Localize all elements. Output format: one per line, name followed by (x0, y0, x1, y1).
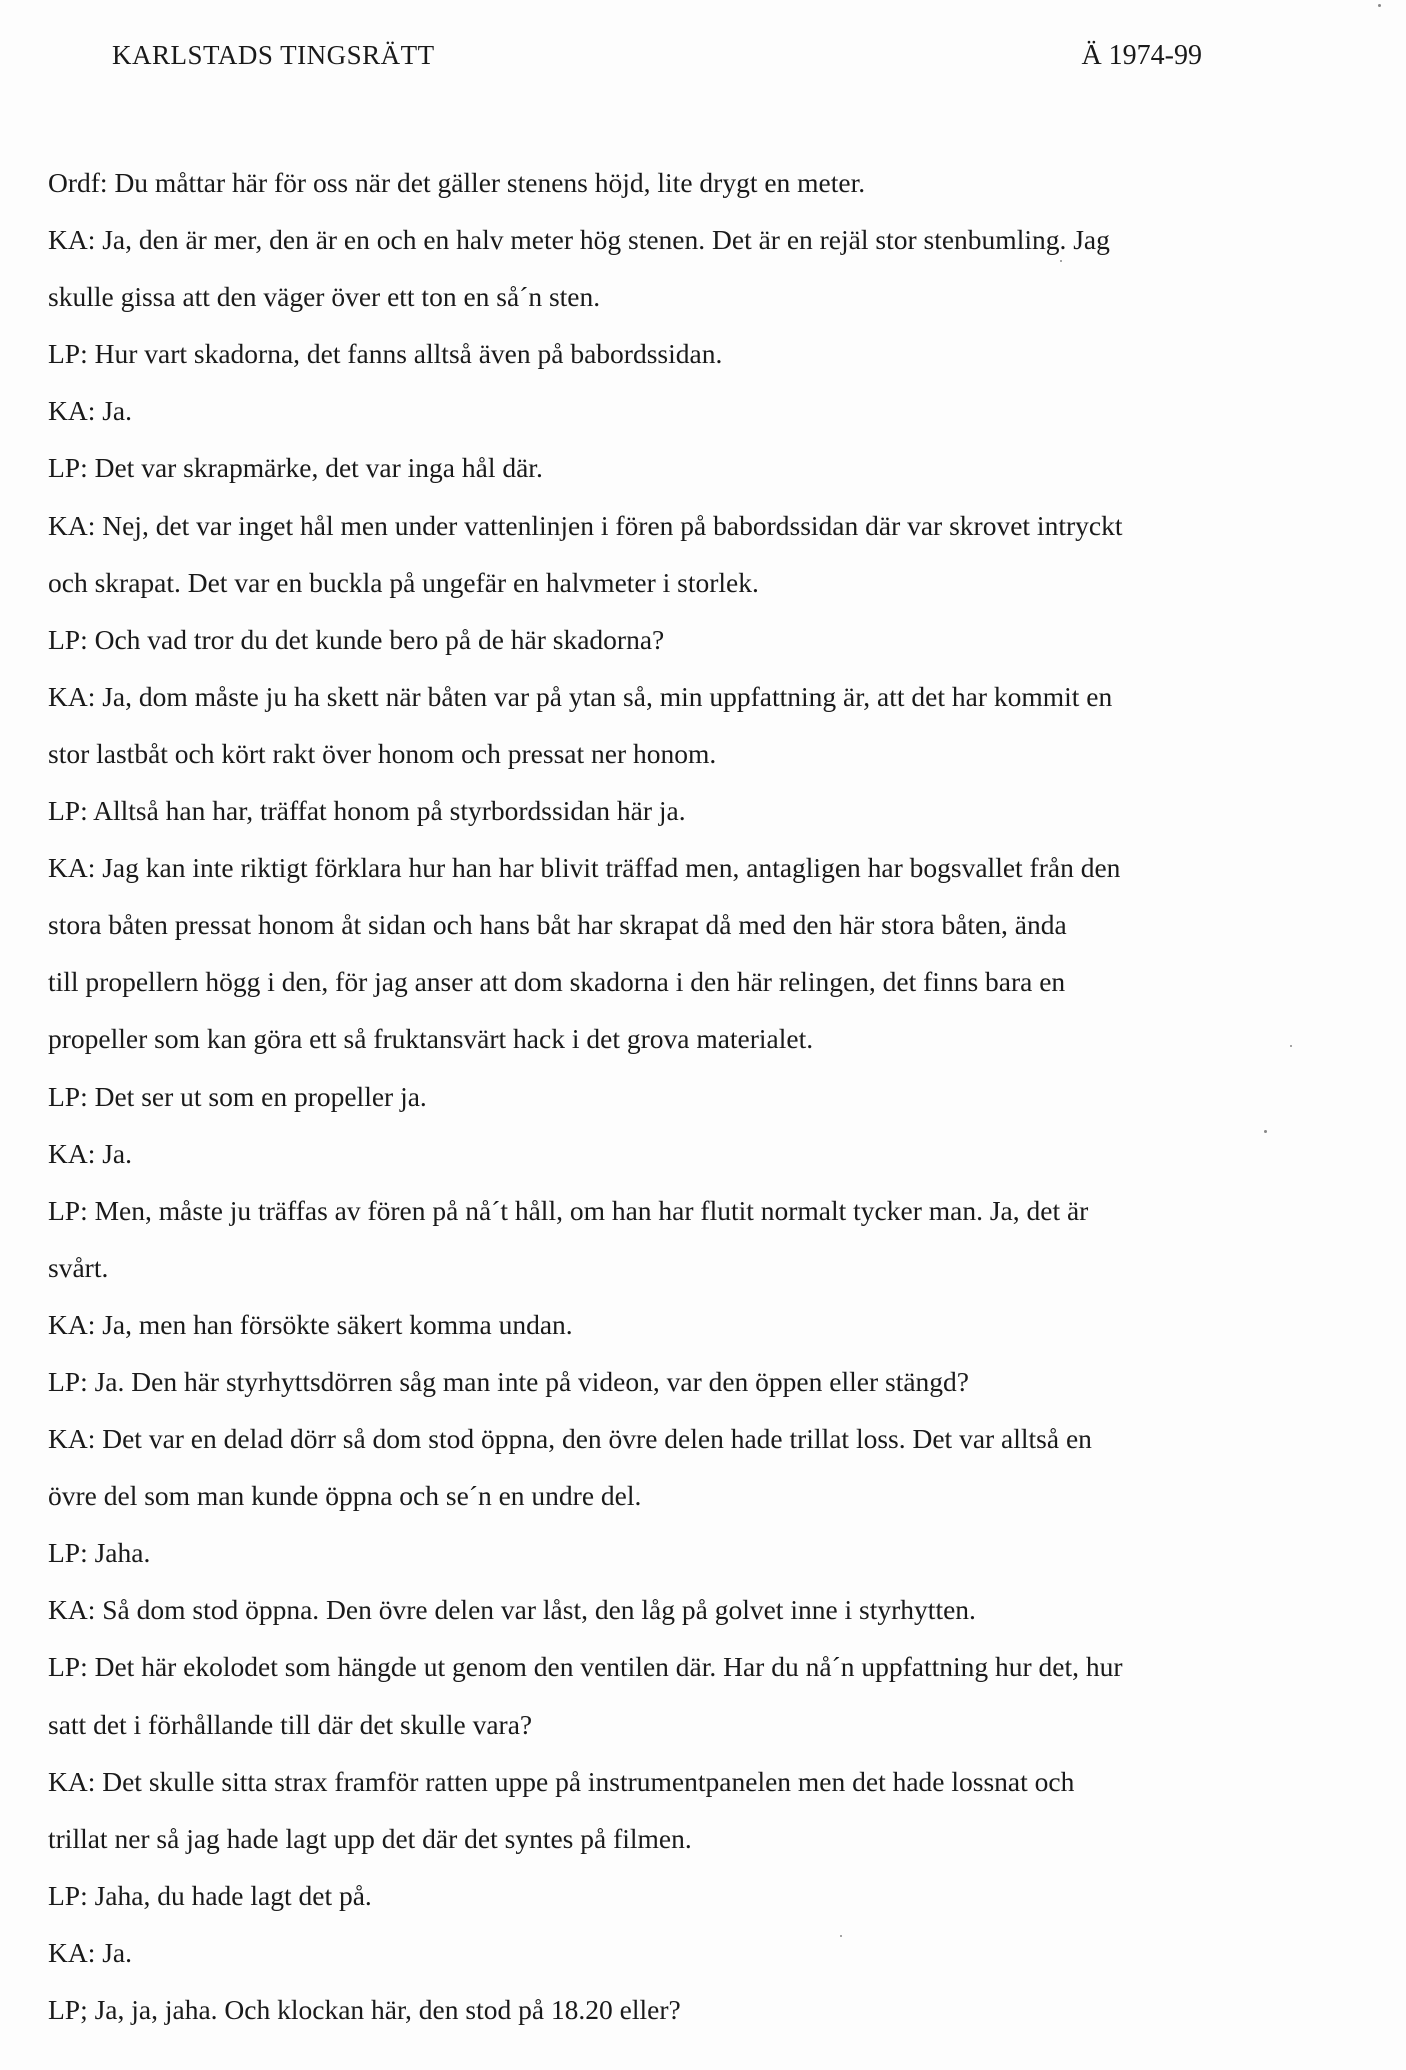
scan-speck (1378, 4, 1381, 7)
transcript-line: KA: Ja, dom måste ju ha skett när båten var på ytan så, min uppfattning är, att det har kommit en (48, 680, 1113, 712)
transcript-line: till propellern högg i den, för jag anser att dom skadorna i den här relingen, det finns bara en (48, 966, 1066, 998)
transcript-line: LP: Det ser ut som en propeller ja. (48, 1080, 427, 1112)
transcript-line: och skrapat. Det var en buckla på ungefär en halvmeter i storlek. (48, 566, 759, 598)
court-name: KARLSTADS TINGSRÄTT (112, 40, 435, 70)
transcript-line: LP: Alltså han har, träffat honom på styrbordssidan här ja. (48, 795, 686, 827)
scan-speck (1060, 260, 1062, 262)
transcript-line: KA: Det skulle sitta strax framför ratten uppe på instrumentpanelen men det hade lossnat och (48, 1765, 1075, 1797)
transcript-line: övre del som man kunde öppna och se´n en undre del. (48, 1480, 642, 1512)
transcript-line: svårt. (48, 1251, 109, 1283)
case-number: Ä 1974-99 (1081, 40, 1202, 71)
transcript-line: propeller som kan göra ett så fruktansvärt hack i det grova materialet. (48, 1023, 814, 1055)
transcript-line: LP: Jaha. (48, 1537, 151, 1569)
page-header (112, 40, 1262, 80)
transcript-line: LP: Jaha, du hade lagt det på. (48, 1879, 372, 1911)
transcript-line: LP; Ja, ja, jaha. Och klockan här, den stod på 18.20 eller? (48, 1994, 681, 2025)
transcript-line: Ordf: Du måttar här för oss när det gäller stenens höjd, lite drygt en meter. (48, 167, 866, 198)
transcript-line: KA: Det var en delad dörr så dom stod öppna, den övre delen hade trillat loss. Det var alltså en (48, 1423, 1092, 1455)
scan-speck (1290, 1045, 1292, 1047)
transcript-line: LP: Och vad tror du det kunde bero på de här skadorna? (48, 623, 665, 655)
transcript-line: KA: Ja. (48, 1936, 133, 1968)
transcript-line: trillat ner så jag hade lagt upp det där det syntes på filmen. (48, 1822, 692, 1854)
transcript-line: stor lastbåt och kört rakt över honom och pressat ner honom. (48, 737, 717, 769)
transcript-line: LP: Det var skrapmärke, det var inga hål där. (48, 452, 543, 484)
scan-speck (840, 1935, 842, 1937)
transcript-line: skulle gissa att den väger över ett ton en så´n sten. (48, 281, 601, 313)
transcript-line: KA: Ja, men han försökte säkert komma undan. (48, 1308, 573, 1340)
transcript-line: KA: Ja. (48, 395, 133, 427)
transcript-line: LP: Hur vart skadorna, det fanns alltså även på babordssidan. (48, 338, 723, 370)
transcript-line: KA: Ja, den är mer, den är en och en halv meter hög stenen. Det är en rejäl stor stenbumling. Jag (48, 224, 1110, 256)
transcript-line: stora båten pressat honom åt sidan och hans båt har skrapat då med den här stora båten, ända (48, 909, 1067, 941)
transcript-line: KA: Så dom stod öppna. Den övre delen var låst, den låg på golvet inne i styrhytten. (48, 1594, 976, 1626)
transcript-line: KA: Jag kan inte riktigt förklara hur han har blivit träffad men, antagligen har bogsvallet från den (48, 852, 1121, 884)
transcript-line: LP: Ja. Den här styrhyttsdörren såg man inte på videon, var den öppen eller stängd? (48, 1365, 969, 1397)
transcript-line: LP: Men, måste ju träffas av fören på nå´t håll, om han har flutit normalt tycker man. Ja, det är (48, 1194, 1089, 1226)
scan-speck (1264, 1130, 1267, 1133)
transcript-body (48, 154, 1368, 2038)
transcript-line: satt det i förhållande till där det skulle vara? (48, 1708, 533, 1740)
transcript-line: KA: Ja. (48, 1137, 133, 1169)
transcript-line: KA: Nej, det var inget hål men under vattenlinjen i fören på babordssidan där var skrovet intryckt (48, 509, 1123, 541)
transcript-line: LP: Det här ekolodet som hängde ut genom den ventilen där. Har du nå´n uppfattning hur det, hur (48, 1651, 1123, 1683)
